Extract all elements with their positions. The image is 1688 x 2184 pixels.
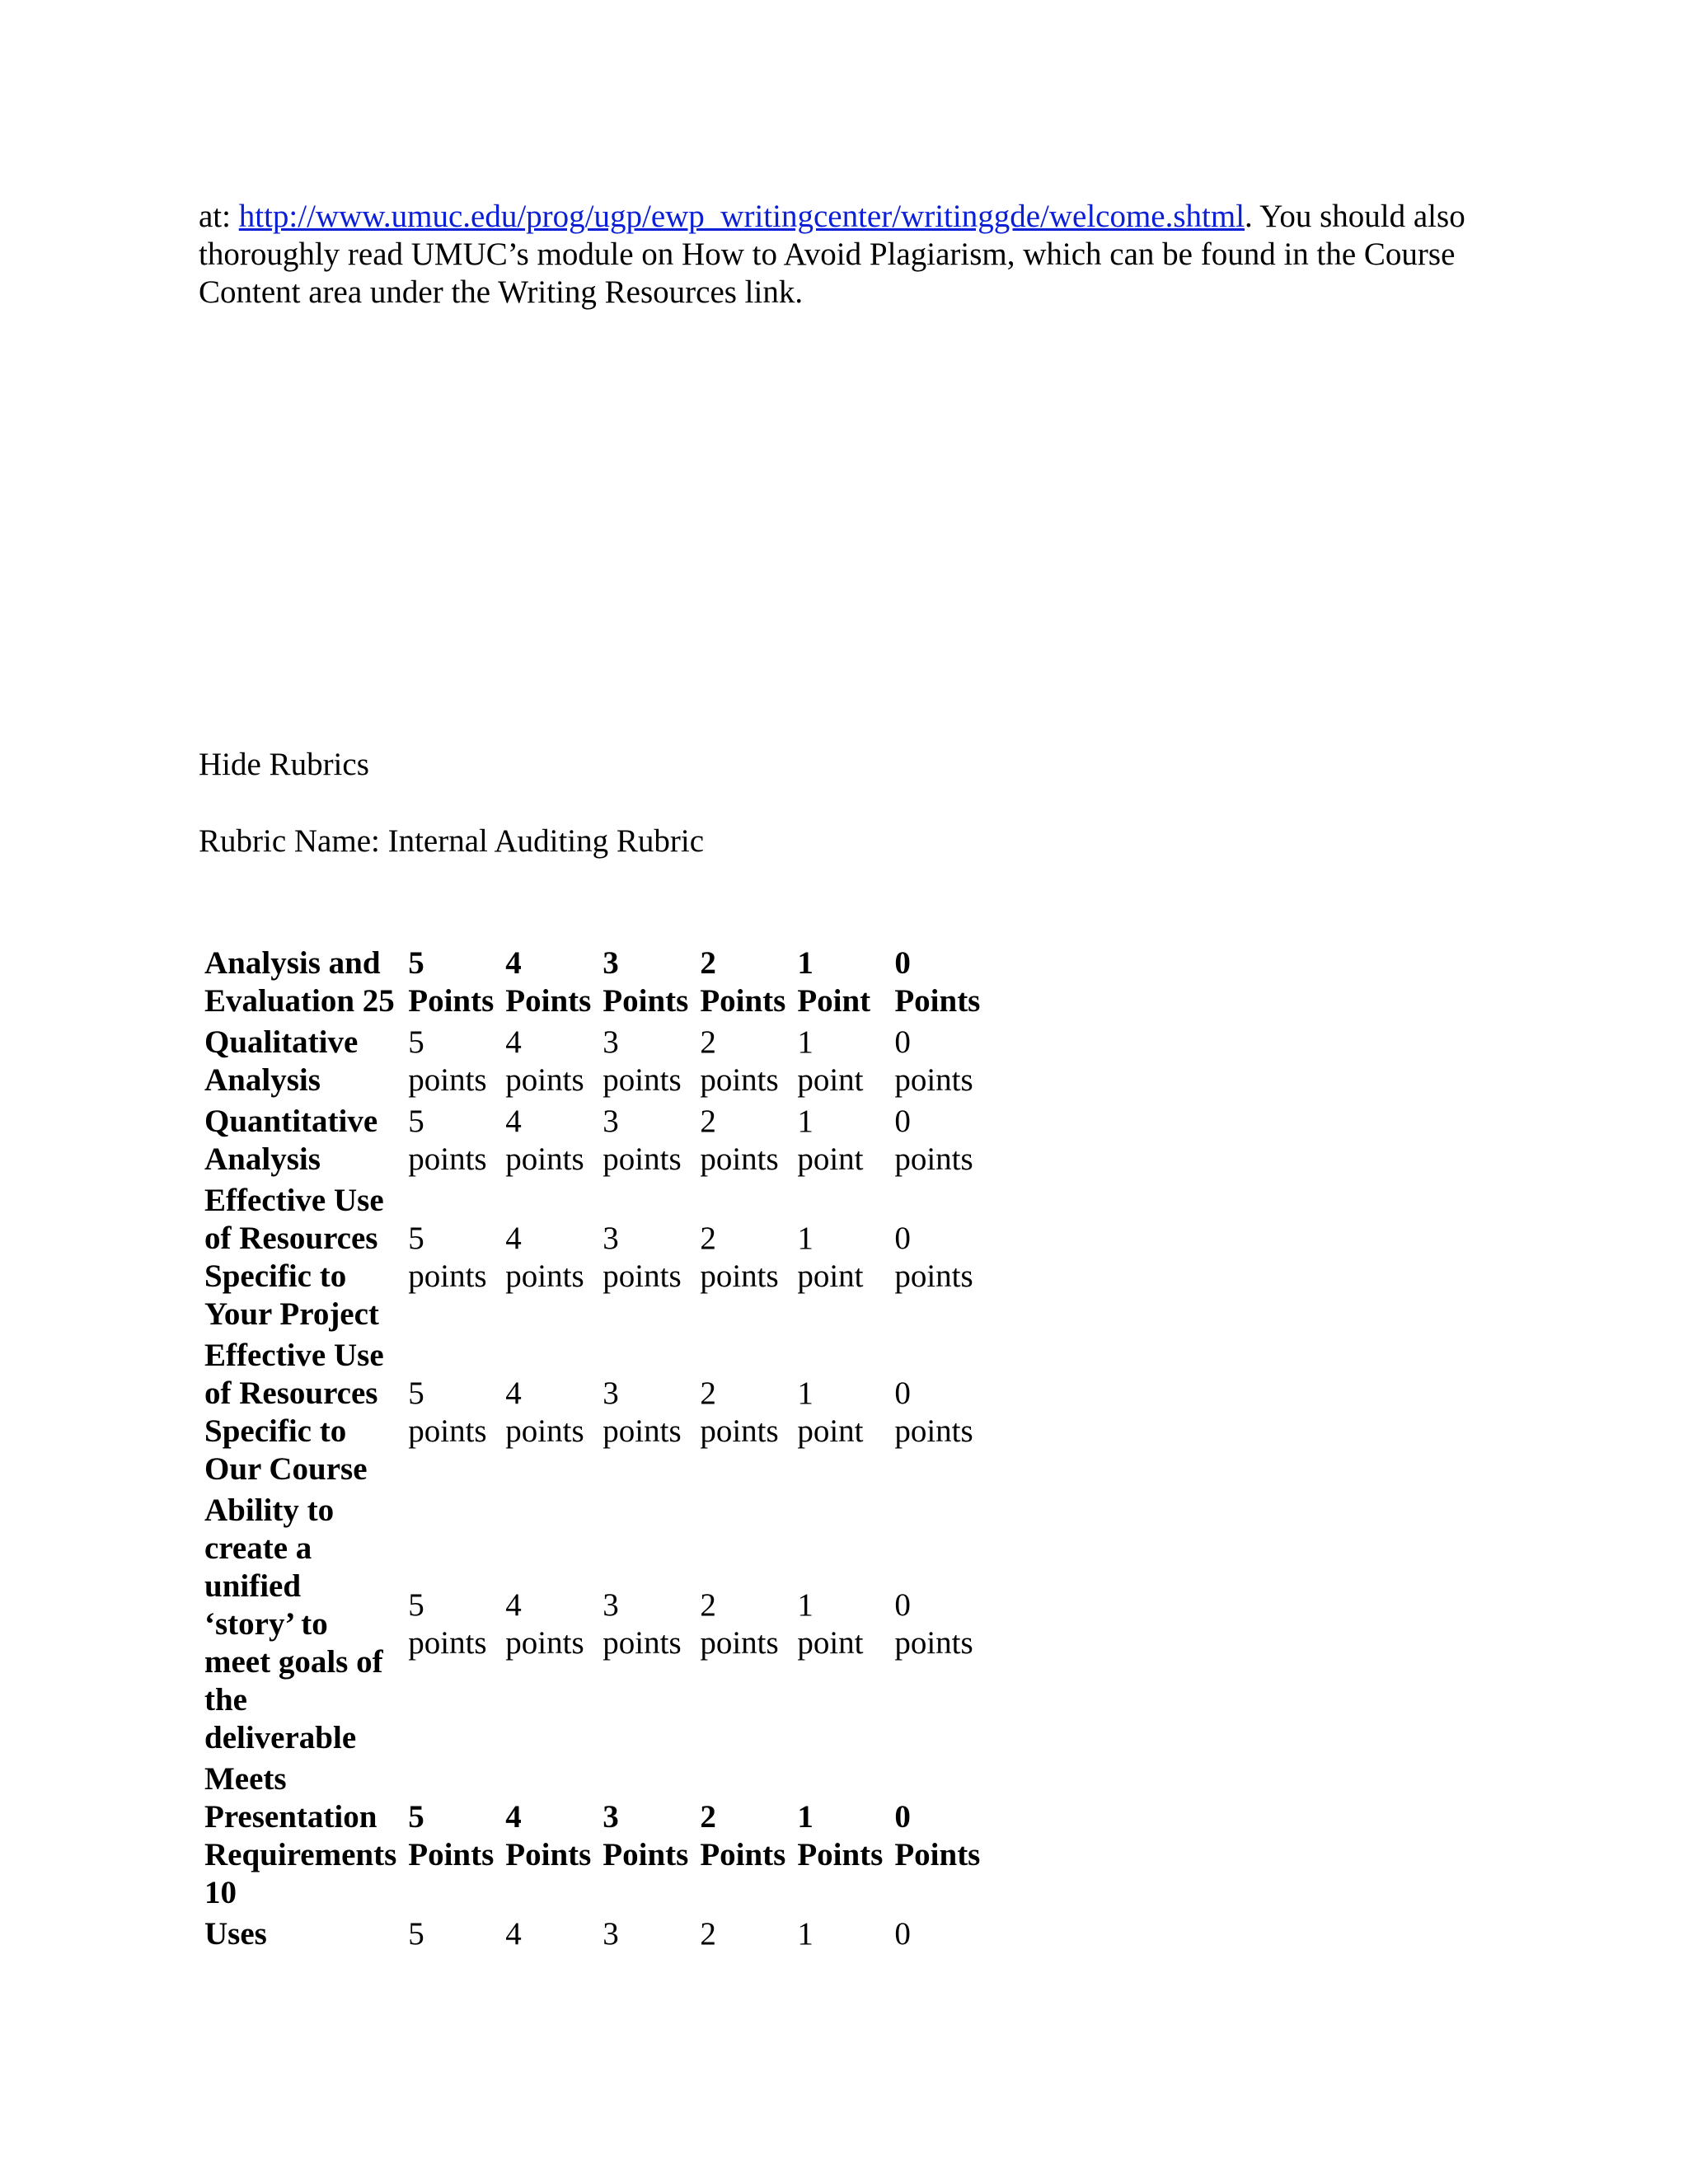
score-value: 0	[894, 1799, 911, 1835]
score-unit: points	[894, 1625, 973, 1661]
score-unit: Points	[603, 1837, 689, 1872]
score-unit: points	[894, 1413, 973, 1449]
score-value: 2	[700, 1587, 716, 1623]
score-value: 0	[894, 1024, 911, 1060]
score-value: 4	[505, 945, 522, 981]
score-unit: Points	[797, 1837, 884, 1872]
score-value: 3	[603, 945, 619, 981]
score-unit: points	[700, 1141, 779, 1177]
rubric-criterion: Effective Use of Resources Specific to Your Project	[204, 1183, 384, 1332]
rubric-score-cell	[889, 1024, 986, 1103]
score-value: 5	[408, 1916, 424, 1952]
score-value: 5	[408, 1799, 424, 1835]
rubric-score-cell	[597, 1492, 694, 1760]
rubric-score-cell	[791, 1337, 889, 1492]
rubric-score-cell	[499, 1337, 597, 1492]
rubric-score-cell	[402, 1915, 499, 1957]
score-unit: points	[894, 1062, 973, 1098]
score-value: 3	[603, 1221, 619, 1256]
score-value: 2	[700, 1024, 716, 1060]
score-unit: points	[408, 1258, 487, 1294]
score-value: 3	[603, 1104, 619, 1139]
rubric-score-cell	[889, 1492, 986, 1760]
score-unit: points	[408, 1141, 487, 1177]
rubric-criterion: Meets Presentation Requirements 10	[204, 1761, 397, 1910]
score-value: 1	[797, 1916, 814, 1952]
rubric-score-cell	[694, 1337, 791, 1492]
rubric-score-cell	[791, 1915, 889, 1957]
rubric-score-cell	[694, 1492, 791, 1760]
score-unit: point	[797, 1258, 864, 1294]
rubric-score-cell	[597, 1915, 694, 1957]
rubric-score-cell	[791, 1103, 889, 1182]
rubric-score-cell	[402, 1024, 499, 1103]
score-unit: Point	[797, 983, 871, 1019]
rubric-row	[199, 1760, 986, 1915]
score-value: 5	[408, 1104, 424, 1139]
rubric-criterion: Quantitative Analysis	[204, 1104, 378, 1177]
rubric-score-cell	[889, 1915, 986, 1957]
score-value: 1	[797, 1376, 814, 1411]
score-value: 3	[603, 1587, 619, 1623]
hide-rubrics-link[interactable]: Hide Rubrics	[199, 747, 369, 782]
score-value: 3	[603, 1376, 619, 1411]
score-value: 0	[894, 1916, 911, 1952]
rubric-score-cell	[402, 944, 499, 1024]
score-unit: points	[603, 1413, 682, 1449]
score-value: 4	[505, 1587, 522, 1623]
rubric-score-cell	[499, 1492, 597, 1760]
score-value: 0	[894, 1376, 911, 1411]
rubric-score-cell	[402, 1337, 499, 1492]
score-value: 4	[505, 1916, 522, 1952]
rubric-score-cell	[402, 1103, 499, 1182]
rubric-score-cell	[694, 944, 791, 1024]
score-value: 1	[797, 1104, 814, 1139]
score-unit: Points	[700, 1837, 786, 1872]
score-value: 0	[894, 1221, 911, 1256]
rubric-score-cell	[597, 1103, 694, 1182]
score-value: 3	[603, 1024, 619, 1060]
rubric-score-cell	[791, 944, 889, 1024]
rubric-criterion: Ability to create a unified ‘story’ to meet goals of the deliverable	[204, 1493, 383, 1755]
score-unit: Points	[408, 1837, 495, 1872]
rubric-score-cell	[889, 944, 986, 1024]
score-unit: points	[603, 1062, 682, 1098]
score-unit: points	[894, 1258, 973, 1294]
rubric-name: Rubric Name: Internal Auditing Rubric	[199, 823, 705, 859]
score-unit: Points	[505, 983, 592, 1019]
score-value: 5	[408, 1376, 424, 1411]
rubric-score-cell	[597, 1337, 694, 1492]
rubric-score-cell	[694, 1182, 791, 1337]
rubric-row	[199, 1915, 986, 1957]
score-value: 2	[700, 1376, 716, 1411]
writing-guide-link[interactable]: http://www.umuc.edu/prog/ugp/ewp_writingcenter/writinggde/welcome.shtml	[238, 199, 1245, 234]
score-unit: points	[408, 1413, 487, 1449]
score-value: 5	[408, 1024, 424, 1060]
rubric-row	[199, 1103, 986, 1182]
rubric-score-cell	[597, 944, 694, 1024]
rubric-score-cell	[889, 1182, 986, 1337]
score-unit: points	[700, 1062, 779, 1098]
score-unit: points	[408, 1062, 487, 1098]
rubric-score-cell	[499, 1103, 597, 1182]
rubric-row	[199, 1024, 986, 1103]
score-unit: points	[408, 1625, 487, 1661]
rubric-row	[199, 944, 986, 1024]
score-unit: point	[797, 1141, 864, 1177]
score-value: 1	[797, 1024, 814, 1060]
rubric-score-cell	[499, 1182, 597, 1337]
score-unit: Points	[894, 983, 981, 1019]
score-value: 0	[894, 1587, 911, 1623]
rubric-score-cell	[791, 1492, 889, 1760]
score-value: 0	[894, 945, 911, 981]
score-value: 0	[894, 1104, 911, 1139]
score-unit: Points	[408, 983, 495, 1019]
score-unit: Points	[700, 983, 786, 1019]
rubric-score-cell	[402, 1492, 499, 1760]
score-unit: points	[505, 1413, 584, 1449]
rubric-criterion: Analysis and Evaluation 25	[204, 945, 395, 1019]
rubric-score-cell	[694, 1024, 791, 1103]
score-value: 1	[797, 1799, 814, 1835]
rubric-score-cell	[791, 1182, 889, 1337]
score-unit: point	[797, 1413, 864, 1449]
intro-prefix: at:	[199, 199, 239, 234]
rubric-row	[199, 1182, 986, 1337]
rubric-score-cell	[694, 1915, 791, 1957]
score-unit: points	[603, 1258, 682, 1294]
rubric-table	[199, 944, 986, 1957]
rubric-criterion: Uses	[204, 1916, 267, 1952]
score-unit: Points	[603, 983, 689, 1019]
rubric-score-cell	[499, 944, 597, 1024]
score-value: 4	[505, 1799, 522, 1835]
score-unit: points	[700, 1258, 779, 1294]
score-value: 3	[603, 1916, 619, 1952]
score-value: 5	[408, 1221, 424, 1256]
score-unit: points	[700, 1413, 779, 1449]
score-unit: Points	[894, 1837, 981, 1872]
rubric-score-cell	[402, 1760, 499, 1915]
score-unit: point	[797, 1625, 864, 1661]
rubric-score-cell	[597, 1182, 694, 1337]
rubric-score-cell	[597, 1760, 694, 1915]
score-value: 2	[700, 1916, 716, 1952]
score-unit: point	[797, 1062, 864, 1098]
score-unit: points	[505, 1258, 584, 1294]
rubric-criterion: Effective Use of Resources Specific to Our Course	[204, 1338, 384, 1487]
rubric-row	[199, 1492, 986, 1760]
rubric-score-cell	[889, 1337, 986, 1492]
rubric-criterion: Qualitative Analysis	[204, 1024, 359, 1098]
score-value: 3	[603, 1799, 619, 1835]
score-value: 2	[700, 945, 716, 981]
rubric-score-cell	[499, 1024, 597, 1103]
score-unit: Points	[505, 1837, 592, 1872]
rubric-score-cell	[694, 1760, 791, 1915]
score-value: 2	[700, 1221, 716, 1256]
score-unit: points	[894, 1141, 973, 1177]
rubric-score-cell	[791, 1024, 889, 1103]
score-value: 4	[505, 1024, 522, 1060]
score-value: 5	[408, 1587, 424, 1623]
rubric-score-cell	[889, 1103, 986, 1182]
rubric-row	[199, 1337, 986, 1492]
score-unit: points	[505, 1141, 584, 1177]
score-value: 5	[408, 945, 424, 981]
rubric-score-cell	[499, 1915, 597, 1957]
score-value: 4	[505, 1104, 522, 1139]
score-value: 4	[505, 1376, 522, 1411]
rubric-score-cell	[889, 1760, 986, 1915]
rubric-score-cell	[402, 1182, 499, 1337]
score-value: 1	[797, 1587, 814, 1623]
rubric-score-cell	[791, 1760, 889, 1915]
score-unit: points	[603, 1625, 682, 1661]
score-unit: points	[505, 1062, 584, 1098]
rubric-score-cell	[694, 1103, 791, 1182]
score-value: 1	[797, 1221, 814, 1256]
score-unit: points	[700, 1625, 779, 1661]
intro-paragraph	[199, 198, 1517, 312]
score-unit: points	[505, 1625, 584, 1661]
rubric-score-cell	[597, 1024, 694, 1103]
score-value: 2	[700, 1104, 716, 1139]
score-unit: points	[603, 1141, 682, 1177]
intro-suffix: . You should also thoroughly read UMUC’s module on How to Avoid Plagiarism, which can be found in the Course Content area under the Writing Resources link.	[199, 199, 1465, 310]
score-value: 1	[797, 945, 814, 981]
rubric-score-cell	[499, 1760, 597, 1915]
score-value: 2	[700, 1799, 716, 1835]
score-value: 4	[505, 1221, 522, 1256]
